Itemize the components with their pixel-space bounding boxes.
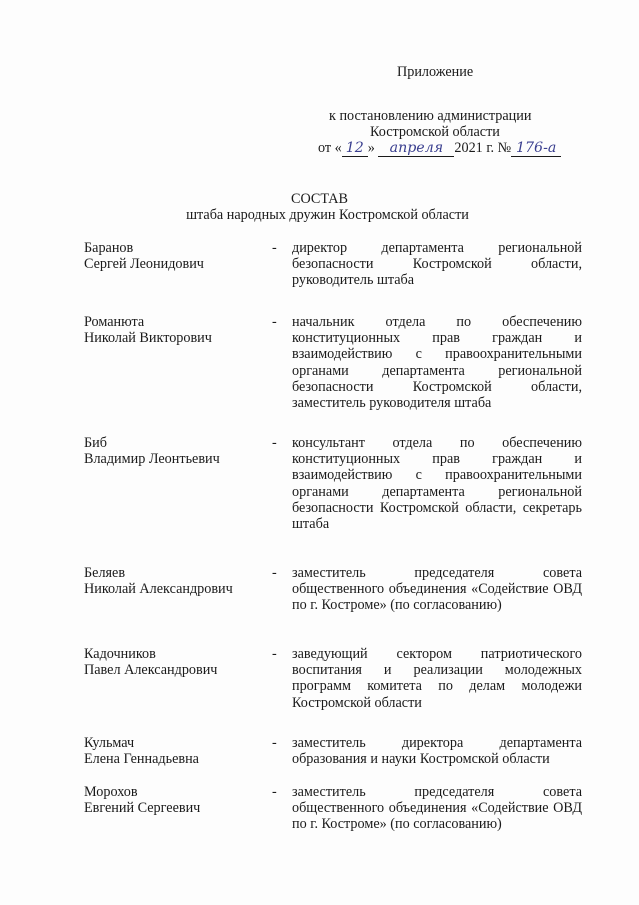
document-subtitle: штаба народных дружин Костромской области [186,207,469,223]
member-name [84,314,264,346]
member-dash: - [272,735,277,751]
member-dash: - [272,314,277,330]
region-name: Костромской области [370,124,500,140]
member-role: начальник отдела по обеспечению конституционных прав граждан и взаимодействию с правоохранительными органами департамента региональной безопасности Костромской области, заместитель руководителя штаба [292,314,582,412]
member-given-names: Елена Геннадьевна [84,751,199,768]
member-role: консультант отдела по обеспечению конституционных прав граждан и взаимодействию с правоохранительными органами департамента региональной безопасности Костромской области, секретарь штаба [292,435,582,533]
document-number: 176-а [511,140,561,157]
member-surname: Кульмач [84,735,135,751]
member-surname: Морохов [84,784,138,800]
date-year: 2021 г. № [454,140,512,156]
member-given-names: Николай Викторович [84,330,212,347]
member-role: директор департамента региональной безопасности Костромской области, руководитель штаба [292,240,582,289]
member-name [84,784,264,816]
member-name [84,735,264,767]
member-role: заведующий сектором патриотического воспитания и реализации молодежных программ комитета по делам молодежи Костромской области [292,646,582,711]
member-surname: Романюта [84,314,145,330]
date-quote-close: » [367,140,375,156]
member-dash: - [272,240,277,256]
member-role: заместитель председателя совета общественного объединения «Содействие ОВД по г. Костроме» (по согласованию) [292,784,582,833]
member-surname: Беляев [84,565,126,581]
member-name [84,565,264,597]
member-dash: - [272,565,277,581]
member-surname: Биб [84,435,107,451]
member-name [84,646,264,678]
member-surname: Баранов [84,240,134,256]
member-given-names: Евгений Сергеевич [84,800,201,817]
member-name [84,240,264,272]
member-dash: - [272,784,277,800]
date-month: апреля [378,140,454,157]
member-given-names: Сергей Леонидович [84,256,204,273]
member-role: заместитель директора департамента образования и науки Костромской области [292,735,582,768]
member-given-names: Павел Александрович [84,662,218,679]
document-title: СОСТАВ [290,191,348,207]
resolution-reference: к постановлению администрации [329,108,532,124]
member-role: заместитель председателя совета общественного объединения «Содействие ОВД по г. Костроме» (по согласованию) [292,565,582,614]
member-surname: Кадочников [84,646,156,662]
annex-heading: Приложение [397,64,474,80]
member-name [84,435,264,467]
member-given-names: Николай Александрович [84,581,233,598]
date-day: 12 [342,140,368,157]
member-given-names: Владимир Леонтьевич [84,451,220,468]
member-dash: - [272,646,277,662]
resolution-date-line [318,140,561,157]
date-prefix: от « [318,140,342,156]
member-dash: - [272,435,277,451]
